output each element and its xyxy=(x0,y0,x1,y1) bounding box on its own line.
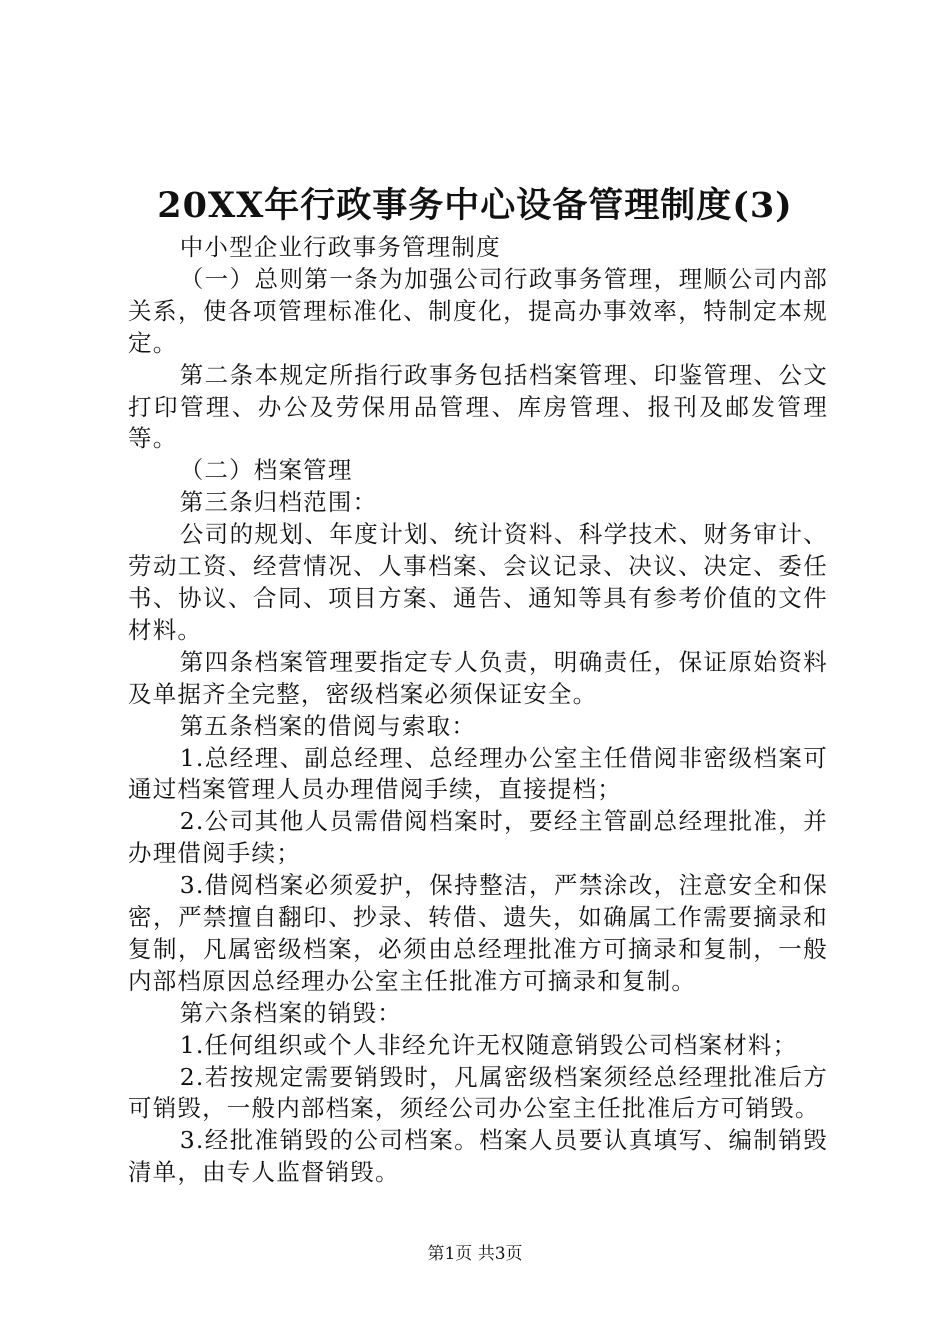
paragraph-article-6: 第六条档案的销毁： xyxy=(179,998,402,1027)
paragraph-article-5-item-3: 3.借阅档案必须爱护，保持整洁，严禁涂改，注意安全和保密，严禁擅自翻印、抄录、转借、遗失，如确属工作需要摘录和复制，凡属密级档案，必须由总经理批准方可摘录和复制，一般内部档原因总经理办公室主任批准方可摘录和复制。 xyxy=(128,871,828,995)
paragraph-article-5-item-2: 2.公司其他人员需借阅档案时，要经主管副总经理批准，并办理借阅手续； xyxy=(128,807,828,868)
paragraph-article-5: 第五条档案的借阅与索取： xyxy=(179,711,477,740)
document-title: 20XX年行政事务中心设备管理制度(3) xyxy=(157,185,793,226)
paragraph-article-4: 第四条档案管理要指定专人负责，明确责任，保证原始资料及单据齐全完整，密级档案必须保证安全。 xyxy=(128,647,828,708)
paragraph-article-6-item-3: 3.经批准销毁的公司档案。档案人员要认真填写、编制销毁清单，由专人监督销毁。 xyxy=(128,1126,828,1187)
paragraph-article-3: 第三条归档范围： xyxy=(179,488,378,517)
paragraph-article-2: 第二条本规定所指行政事务包括档案管理、印鉴管理、公文打印管理、办公及劳保用品管理、库房管理、报刊及邮发管理等。 xyxy=(128,360,828,453)
document-body xyxy=(128,232,828,1189)
paragraph-article-5-item-1: 1.总经理、副总经理、总经理办公室主任借阅非密级档案可通过档案管理人员办理借阅手续，直接提档； xyxy=(128,743,828,804)
paragraph-general-article-1: （一）总则第一条为加强公司行政事务管理，理顺公司内部关系，使各项管理标准化、制度化，提高办事效率，特制定本规定。 xyxy=(128,264,828,357)
paragraph-section-archive: （二）档案管理 xyxy=(179,456,353,485)
paragraph-archive-scope: 公司的规划、年度计划、统计资料、科学技术、财务审计、劳动工资、经营情况、人事档案、会议记录、决议、决定、委任书、协议、合同、项目方案、通告、通知等具有参考价值的文件材料。 xyxy=(128,520,828,644)
paragraph-subtitle: 中小型企业行政事务管理制度 xyxy=(179,233,501,261)
paragraph-article-6-item-1: 1.任何组织或个人非经允许无权随意销毁公司档案材料； xyxy=(179,1030,798,1059)
page-footer: 第1页 共3页 xyxy=(427,1244,523,1264)
paragraph-article-6-item-2: 2.若按规定需要销毁时，凡属密级档案须经总经理批准后方可销毁，一般内部档案，须经公司办公室主任批准后方可销毁。 xyxy=(128,1062,828,1123)
